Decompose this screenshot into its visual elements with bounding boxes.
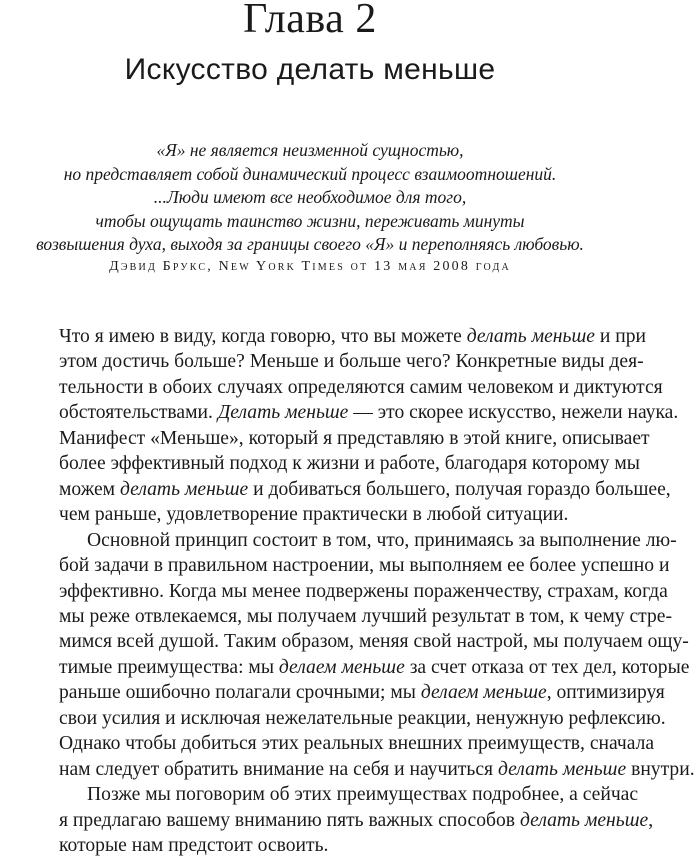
body-text-run: Манифест «Меньше», который я представляю в этой книге, описывает bbox=[59, 427, 650, 449]
body-text-run: тимые преимущества: мы bbox=[59, 656, 279, 678]
body-line bbox=[59, 400, 679, 425]
body-text-run: за счет отказа от тех дел, которые bbox=[404, 656, 690, 678]
body-text-run: нам следует обратить внимание на себя и научиться bbox=[59, 758, 498, 780]
body-line bbox=[59, 808, 654, 833]
body-line bbox=[59, 502, 606, 527]
body-line bbox=[59, 782, 639, 807]
attribution-date: от 13 мая 2008 года bbox=[344, 259, 511, 274]
body-line bbox=[59, 451, 640, 476]
body-line bbox=[59, 833, 606, 858]
body-text-run: свои усилия и исключая нежелательные реакции, ненужную рефлексию. bbox=[59, 707, 666, 729]
emphasis-text: делать меньше bbox=[519, 809, 649, 831]
body-text-run: бой задачи в правильном настроении, мы выполняем ее более успешно и bbox=[59, 555, 670, 577]
body-line bbox=[59, 477, 671, 502]
body-text-run: внутри. bbox=[626, 758, 695, 780]
body-text-run: раньше ошибочно полагали срочными; мы bbox=[59, 682, 421, 704]
body-line bbox=[59, 324, 646, 349]
epigraph-line: но представляет собой динамический процесс взаимоотношений. bbox=[63, 163, 557, 184]
body-text-run: мы реже отвлекаемся, мы получаем лучший результат в том, к чему стре- bbox=[59, 605, 672, 627]
body-line bbox=[59, 629, 689, 654]
body-text-run: можем bbox=[59, 478, 120, 500]
epigraph bbox=[0, 139, 620, 257]
epigraph-attribution bbox=[0, 255, 620, 279]
body-line bbox=[59, 706, 666, 731]
body-text-run: и при bbox=[594, 326, 646, 347]
body-line bbox=[59, 579, 668, 604]
body-text-run: которые нам предстоит освоить. bbox=[59, 835, 329, 857]
body-text-run: чем раньше, удовлетворение практически в любой ситуации. bbox=[59, 504, 569, 526]
body-text-run: я предлагаю вашему вниманию пять важных способов bbox=[59, 809, 520, 831]
epigraph-line: чтобы ощущать таинство жизни, переживать минуты bbox=[95, 210, 525, 231]
body-text-run: — это скорее искусство, нежели наука. bbox=[348, 402, 679, 424]
body-text-run: этом достичь больше? Меньше и больше чего? Конкретные виды дея- bbox=[59, 351, 644, 373]
body-text-run: эффективно. Когда мы менее подвержены пораженчеству, страхам, когда bbox=[59, 580, 668, 602]
body-text-run: тельности в обоих случаях определяются самим человеком и диктуются bbox=[59, 376, 663, 398]
emphasis-text: делать меньше bbox=[466, 326, 595, 347]
body-line bbox=[59, 731, 655, 756]
body-text-run: обстоятельствами. bbox=[59, 402, 218, 424]
body-text-run: более эффективный подход к жизни и работе, благодаря которому мы bbox=[59, 453, 640, 475]
body-line bbox=[59, 604, 672, 629]
attribution-separator: , bbox=[207, 259, 219, 274]
body-text-run: мимся всей душой. Таким образом, меняя свой настрой, мы получаем ощу- bbox=[59, 631, 689, 653]
body-line bbox=[59, 426, 650, 451]
body-line bbox=[59, 655, 690, 680]
body-text-run: и добиваться большего, получая гораздо большее, bbox=[248, 478, 671, 500]
body-line bbox=[59, 375, 663, 400]
attribution-author: Дэвид Брукс bbox=[109, 259, 208, 274]
attribution-source: New York Times bbox=[218, 259, 345, 274]
emphasis-text: Делать меньше bbox=[217, 402, 349, 424]
body-line bbox=[59, 757, 695, 782]
emphasis-text: делать меньше bbox=[119, 478, 249, 500]
epigraph-line: возвышения духа, выходя за границы своего «Я» и переполняясь любовью. bbox=[36, 234, 584, 254]
emphasis-text: делать меньше bbox=[497, 758, 627, 780]
body-text-run: Однако чтобы добиться этих реальных внешних преимуществ, сначала bbox=[59, 733, 655, 755]
body-text bbox=[59, 324, 695, 859]
emphasis-text: делаем меньше bbox=[278, 656, 405, 678]
body-text-run: Позже мы поговорим об этих преимуществах подробнее, а сейчас bbox=[87, 784, 639, 806]
body-line bbox=[59, 349, 644, 374]
emphasis-text: делаем меньше bbox=[420, 682, 547, 704]
chapter-number: Глава 2 bbox=[243, 0, 377, 42]
epigraph-line: «Я» не является неизменной сущностью, bbox=[156, 140, 464, 160]
body-text-run: , bbox=[648, 809, 654, 831]
body-line bbox=[59, 680, 665, 705]
body-text-run: Основной принцип состоит в том, что, принимаясь за выполнение лю- bbox=[87, 529, 677, 551]
epigraph-line: ...Люди имеют все необходимое для того, bbox=[153, 187, 467, 207]
body-text-run: Что я имею в виду, когда говорю, что вы можете bbox=[59, 326, 467, 347]
body-text-run: , оптимизируя bbox=[546, 682, 665, 704]
body-line bbox=[59, 553, 670, 578]
body-line bbox=[59, 528, 677, 553]
chapter-title: Искусство делать меньше bbox=[124, 53, 496, 86]
